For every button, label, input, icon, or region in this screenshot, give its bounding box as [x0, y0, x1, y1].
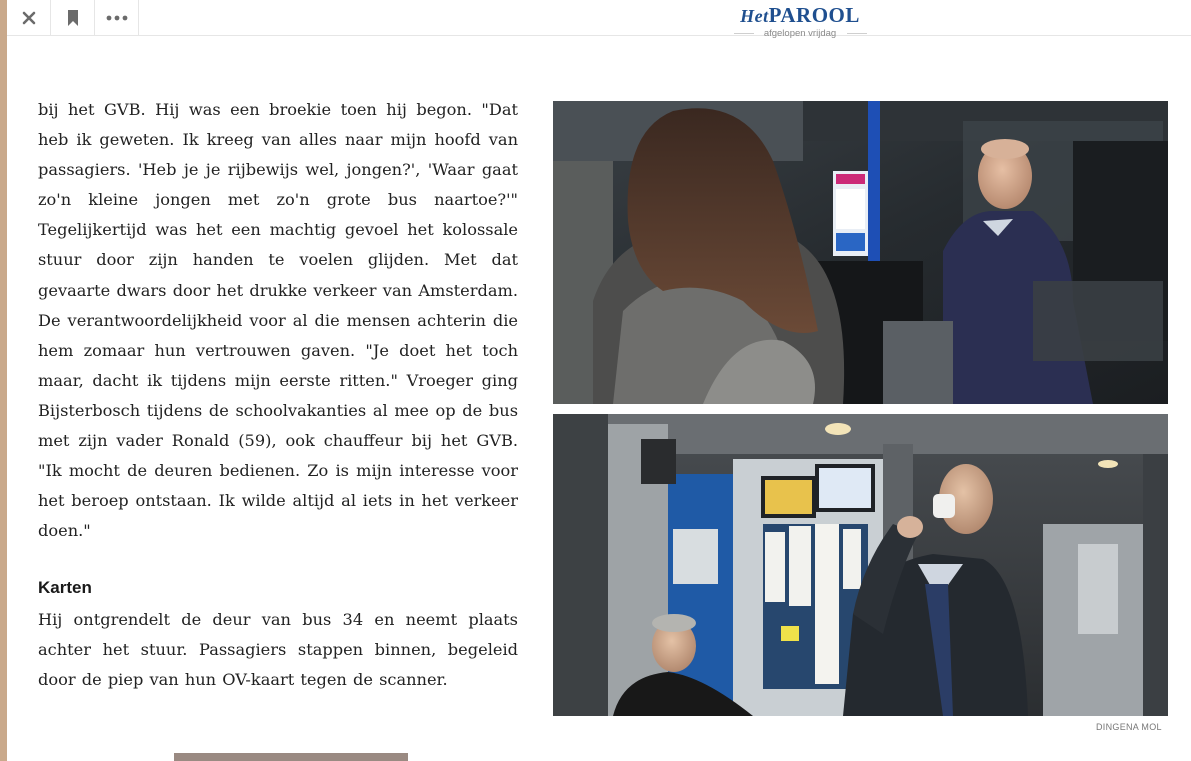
article-body [38, 95, 518, 546]
brand-name [740, 4, 860, 27]
publish-date: afgelopen vrijdag [763, 28, 837, 39]
more-icon [106, 15, 128, 21]
left-accent-bar [0, 0, 7, 761]
photo-bus-interior [553, 101, 1168, 404]
bookmark-icon [67, 10, 79, 26]
date-divider-right [847, 33, 867, 34]
article-paragraph: Hij ontgrendelt de deur van bus 34 en neemt plaats achter het stuur. Passagiers stappen binnen, begeleid door de piep van hun OV-kaart tegen de scanner. [38, 610, 518, 690]
article-paragraph: bij het GVB. Hij was een broekie toen hij begon. "Dat heb ik geweten. Ik kreeg van alles naar mijn hoofd van passagiers. 'Heb je je rijbewijs wel, jongen?', 'Waar gaat zo'n kleine jongen met zo'n grote bus naartoe?'" Tegelijkertijd was het een machtig gevoel het kolossale stuur door zijn handen te voelen glijden. Met dat gevaarte dwars door het drukke verkeer van Amsterdam. De verantwoordelijkheid voor al die mensen achterin die hem zomaar hun vertrouwen gaven. "Je doet het toch maar, dacht ik tijdens mijn eerste ritten." Vroeger ging Bijsterbosch tijdens de schoolvakanties al mee op de bus met zijn vader Ronald (59), ook chauffeur bij het GVB. "Ik mocht de deuren bedienen. Zo is mijn interesse voor het beroep ontstaan. Ik wilde altijd al iets in het verkeer doen." [38, 100, 518, 541]
article-photo-drivers-office [553, 414, 1168, 716]
article-photo-bus-driver [553, 101, 1168, 404]
brand-wordmark: PAROOL [768, 3, 860, 27]
close-button[interactable] [7, 0, 51, 35]
more-button[interactable] [95, 0, 139, 35]
photo-credit: DINGENA MOL [1096, 722, 1162, 732]
section-heading: Karten [38, 578, 92, 597]
bottom-partial-element [174, 753, 408, 761]
brand-prefix: Het [740, 6, 769, 26]
date-divider-left [734, 33, 754, 34]
brand-logo [740, 4, 860, 39]
top-toolbar [7, 0, 1191, 39]
bookmark-button[interactable] [51, 0, 95, 35]
photo-office-interior [553, 414, 1168, 716]
close-icon [22, 11, 36, 25]
article-body-continued [38, 605, 518, 695]
